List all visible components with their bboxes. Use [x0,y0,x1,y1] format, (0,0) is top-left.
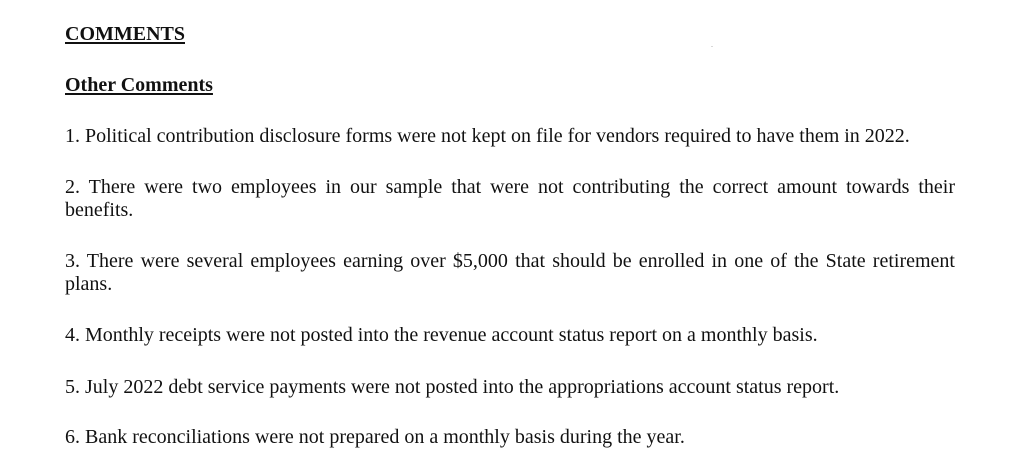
subsection-title: Other Comments [65,74,213,96]
comment-item-5: 5. July 2022 debt service payments were not posted into the appropriations account status report. [65,376,840,398]
section-title: COMMENTS [65,23,185,45]
comment-item-3: 3. There were several employees earning over $5,000 that should be enrolled in one of the State retirement plans. [65,250,955,295]
comment-item-1: 1. Political contribution disclosure forms were not kept on file for vendors required to have them in 2022. [65,125,910,147]
document-page [65,0,965,467]
comment-item-6: 6. Bank reconciliations were not prepared on a monthly basis during the year. [65,426,685,448]
comment-item-2: 2. There were two employees in our sample that were not contributing the correct amount towards their benefits. [65,176,955,221]
comment-item-4: 4. Monthly receipts were not posted into the revenue account status report on a monthly basis. [65,324,818,346]
scan-speck [711,46,713,47]
